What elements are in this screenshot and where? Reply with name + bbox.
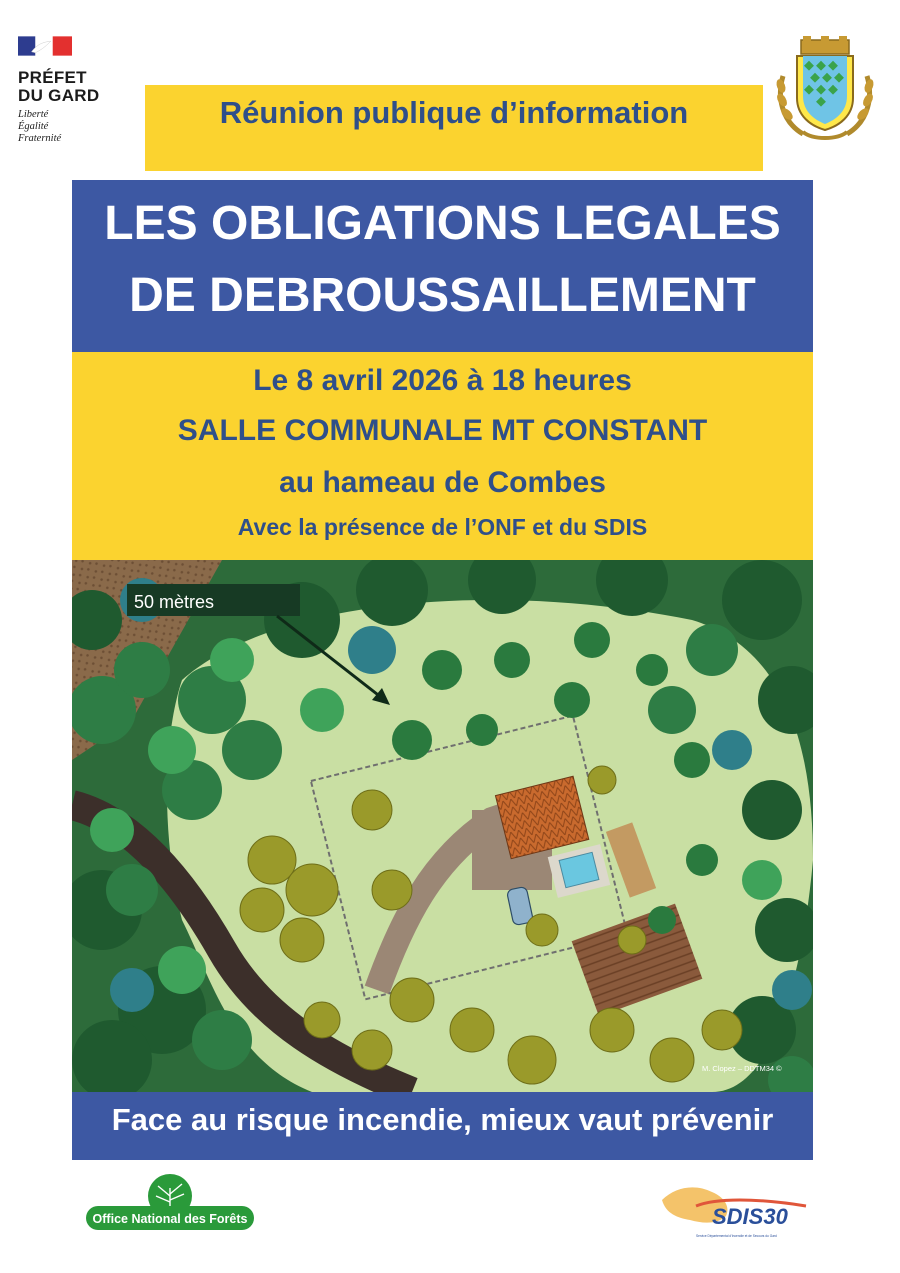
sdis-logo <box>656 1180 816 1242</box>
reunion-banner <box>145 85 763 171</box>
coat-of-arms-icon <box>773 36 877 142</box>
onf-logo <box>84 1172 256 1234</box>
prefet-title-line2: DU GARD <box>18 86 100 105</box>
reunion-heading: Réunion publique d’information <box>219 95 689 130</box>
motto-fraternite: Fraternité <box>18 133 62 144</box>
clearing-illustration <box>72 560 813 1092</box>
prefet-logo <box>18 36 138 156</box>
marianne-flag-icon <box>18 36 72 56</box>
distance-label: 50 mètres <box>134 592 215 612</box>
event-presence: Avec la présence de l’ONF et du SDIS <box>237 514 648 540</box>
motto-liberte: Liberté <box>18 109 49 120</box>
sdis-name: SDIS30 <box>712 1204 788 1229</box>
illustration-credit: M. Clopez – DDTM34 © <box>702 1064 782 1073</box>
onf-name: Office National des Forêts <box>92 1212 248 1226</box>
event-date: Le 8 avril 2026 à 18 heures <box>253 364 632 397</box>
slogan-text: Face au risque incendie, mieux vaut prévenir <box>111 1102 774 1137</box>
sdis-subtitle: Service Départemental d’Incendie et de Secours du Gard <box>696 1234 777 1238</box>
prefet-title-line1: PRÉFET <box>18 68 87 87</box>
event-info <box>72 352 813 560</box>
title-line1: LES OBLIGATIONS LEGALES <box>104 197 781 250</box>
slogan-banner <box>72 1092 813 1160</box>
title-banner <box>72 180 813 352</box>
event-venue: SALLE COMMUNALE MT CONSTANT <box>177 414 708 447</box>
title-line2: DE DEBROUSSAILLEMENT <box>129 269 756 322</box>
motto-egalite: Égalité <box>18 121 49 132</box>
event-hamlet: au hameau de Combes <box>279 466 606 499</box>
